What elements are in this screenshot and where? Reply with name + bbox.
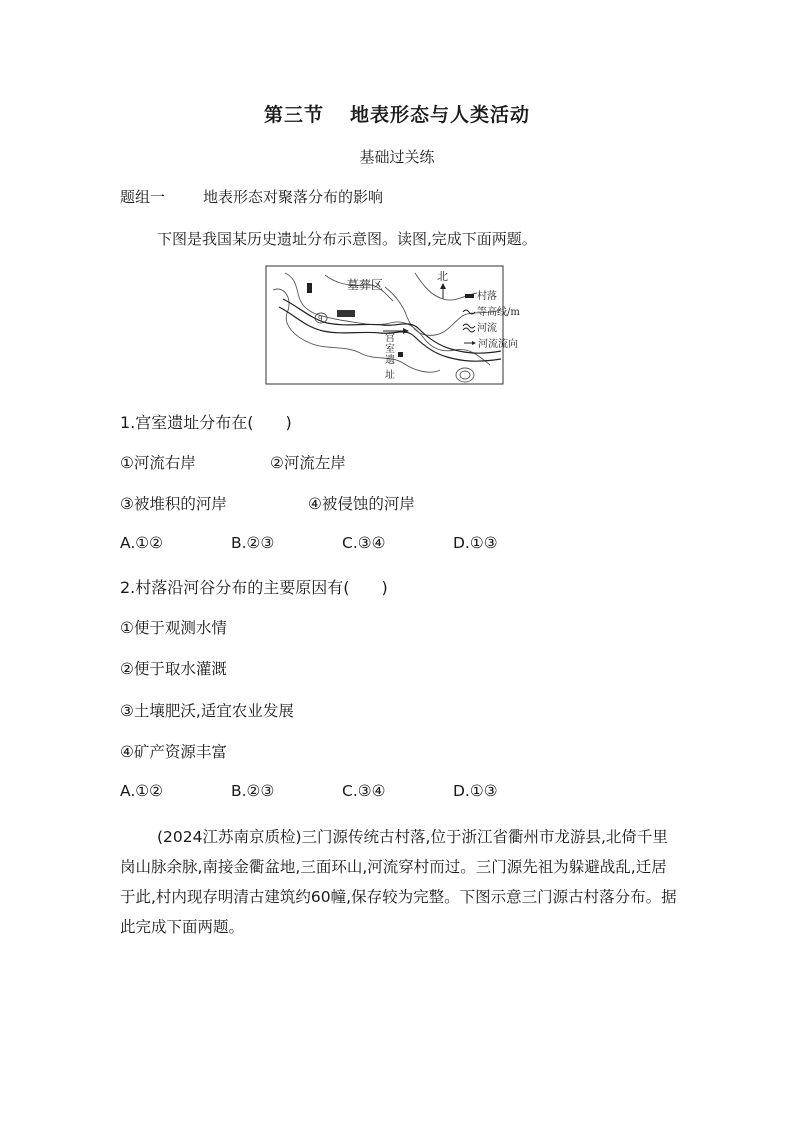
question-2-choice-b[interactable]: B.②③ [231,782,275,800]
village-marker [398,352,403,357]
group-label: 题组一 [120,188,166,206]
north-label: 北 [437,270,448,283]
question-1-item: ③被堆积的河岸 [120,495,227,513]
legend-flow: 河流流向 [478,339,518,350]
question-2-item: ②便于取水灌溉 [120,660,227,678]
legend-river: 河流 [477,323,497,334]
question-2-choice-d[interactable]: D.①③ [453,782,498,800]
question-2-choice-a[interactable]: A.①② [120,782,164,800]
hill-contour [456,368,474,382]
village-marker [337,310,355,317]
legend-river-symbol [463,324,475,332]
question-1-stem: 1.宫室遗址分布在( ) [120,413,292,432]
palace-label-1: 宫 [385,333,395,344]
contour-value: 9 [318,315,323,323]
legend-village-symbol [465,294,474,298]
section-subtitle: 基础过关练 [359,148,435,166]
question-1-item: ②河流左岸 [270,454,346,472]
question-1-item: ①河流右岸 [120,454,196,472]
section-number: 第三节 [263,104,324,126]
section-name: 地表形态与人类活动 [350,104,531,126]
question-2-item: ①便于观测水情 [120,619,227,637]
question-1-choice-a[interactable]: A.①② [120,534,164,552]
burial-area-label: 墓葬区 [347,278,384,292]
question-2-choice-c[interactable]: C.③④ [342,782,386,800]
section-title [0,100,794,127]
map-svg [265,265,545,390]
palace-label-2: 室 [385,344,395,355]
group-intro: 下图是我国某历史遗址分布示意图。读图,完成下面两题。 [157,230,537,248]
legend-contour: 等高线/m [477,307,520,318]
legend-village: 村落 [477,291,497,302]
village-marker [307,283,312,293]
question-1-choice-c[interactable]: C.③④ [342,534,386,552]
question-2-item: ④矿产资源丰富 [120,743,227,761]
palace-label-4: 址 [385,370,395,381]
question-group-heading [120,186,383,207]
question-2-stem: 2.村落沿河谷分布的主要原因有( ) [120,578,388,597]
group-topic: 地表形态对聚落分布的影响 [203,188,384,206]
contour-line [273,289,440,372]
legend-flow-arrowhead [472,341,476,345]
palace-label-3: 遗 [385,355,395,366]
question-1-choice-b[interactable]: B.②③ [231,534,275,552]
hill-contour [460,371,470,379]
group-2-intro-paragraph: (2024江苏南京质检)三门源传统古村落,位于浙江省衢州市龙游县,北倚千里岗山脉余脉,南接金衢盆地,三面环山,河流穿村而过。三门源先祖为躲避战乱,迁居于此,村内现存明清古建筑约60幢,保存较为完整。下图示意三门源古村落分布。据此完成下面两题。 [120,828,677,936]
site-distribution-map [265,265,545,394]
north-arrowhead [440,283,446,289]
question-1-item: ④被侵蚀的河岸 [308,495,415,513]
question-2-item: ③土壤肥沃,适宜农业发展 [120,702,294,720]
question-1-choice-d[interactable]: D.①③ [453,534,498,552]
